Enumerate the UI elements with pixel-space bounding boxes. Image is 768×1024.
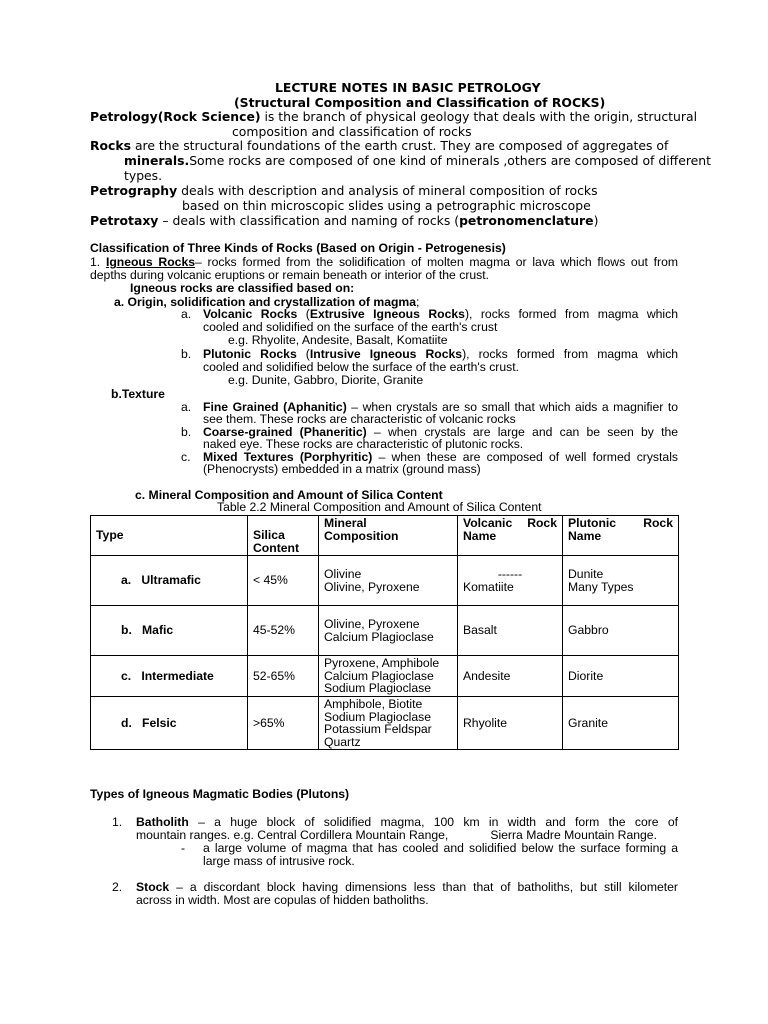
petrography-text: deals with description and analysis of mineral composition of rocks [177,183,598,198]
header-plutonic [563,516,679,556]
volcanic-word-6: from [564,307,590,321]
row-mineral-item: Olivine, Pyroxene [324,617,420,631]
igneous-term: Igneous Rocks [105,255,195,269]
header-silica-line-2: Content [253,540,300,555]
rocks-definition [90,138,668,153]
igneous-number: 1. [90,255,101,269]
stock-number: 2. [112,880,123,894]
row-plutonic [563,697,679,750]
volcanic-rocks-word: Rocks [260,307,298,321]
volcanic-word-4: rocks [480,307,510,321]
row-volcanic-item: Rhyolite [463,715,508,730]
row-plutonic [563,656,679,697]
row-plutonic-item: Granite [568,715,608,730]
volcanic-word-7: magma [597,307,639,321]
petrography-term: Petrography [90,183,178,198]
petrology-term: Petrology(Rock Science) [90,109,261,124]
header-volcanic-name: Name [463,528,497,543]
mineral-composition-heading: c. Mineral Composition and Amount of Silica Content [135,488,443,502]
row-volcanic [458,697,563,750]
petrotaxy-text: – deals with classification and naming of rocks ( [158,213,460,228]
row-mineral [319,697,458,750]
volcanic-letter: a. [181,307,192,321]
table-row [91,697,679,750]
rocks-text: are the structural foundations of the earth crust. They are composed of aggregates of [131,138,669,153]
fine-line-2: see them. These rocks are characteristic of volcanic rocks [203,412,516,426]
batholith-core-word: core [634,815,659,829]
row-plutonic-item: Many Types [568,579,634,594]
row-letter: c. [121,668,132,683]
classification-heading: Classification of Three Kinds of Rocks (Based on Origin - Petrogenesis) [90,241,506,255]
row-mineral [319,556,458,606]
coarse-letter: b. [181,425,192,439]
row-volcanic-item: Komatiite [463,579,514,594]
plutonic-examples: e.g. Dunite, Gabbro, Diorite, Granite [228,373,424,387]
coarse-term: Coarse-grained (Phaneritic) [203,425,367,439]
petrotaxy-close: ) [593,213,599,228]
row-volcanic-item: ------ [497,567,523,581]
row-volcanic-item: Basalt [463,623,497,638]
petrology-definition-cont: composition and classification of rocks [232,124,472,139]
rocks-term: Rocks [90,138,132,153]
batholith-number: 1. [112,815,123,829]
origin-heading-text: a. Origin, solidification and crystallization of magma [114,295,417,309]
mixed-text: – when these are composed of well formed crystals [378,450,678,464]
row-silica: 45-52% [248,606,319,656]
header-volcanic-rock: Rock [527,516,557,530]
row-type-name: Ultramafic [141,573,201,588]
petrography-definition-cont: based on thin microscopic slides using a petrographic microscope [182,198,591,213]
batholith-example-2: Sierra Madre Mountain Range. [490,828,657,842]
row-plutonic-item: Dunite [568,567,604,581]
plutonic-line-2: cooled and solidified below the surface of the earth's crust. [203,360,520,374]
minerals-term: minerals. [124,153,190,168]
petrology-text: is the branch of physical geology that deals with the origin, structural [260,109,698,124]
mixed-letter: c. [181,450,191,464]
table-header-row [91,516,679,556]
row-mineral-item: Quartz [324,734,361,749]
igneous-text: – rocks formed from the solidification of molten magma or lava which flows out from [195,255,678,269]
table-row [91,606,679,656]
page-title: LECTURE NOTES IN BASIC PETROLOGY [275,80,541,95]
coarse-line-2: naked eye. These rocks are characteristic of plutonic rocks. [203,437,524,451]
header-silica [248,516,319,556]
header-mineral-line-1: Mineral [324,516,367,530]
volcanic-paren-open: ( [305,307,310,321]
volcanic-examples: e.g. Rhyolite, Andesite, Basalt, Komatiite [228,333,448,347]
stock-kilometer-word: kilometer [628,880,678,894]
volcanic-line-2: cooled and solidified on the surface of the earth's crust [203,320,498,334]
row-plutonic-item: Gabbro [568,623,609,638]
igneous-classified-heading: Igneous rocks are classified based on: [130,281,355,295]
plutonic-word-4: rocks [478,347,508,361]
plutonic-paren-close: ), [462,347,470,361]
fine-text: – when crystals are so small that which aids a magnifier to [351,400,678,414]
row-volcanic [458,656,563,697]
table-caption: Table 2.2 Mineral Composition and Amount of Silica Content [217,500,542,514]
volcanic-word: Volcanic [203,307,253,321]
fine-letter: a. [181,400,192,414]
plutonic-word-8: which [646,347,679,361]
fine-term: Fine Grained (Aphanitic) [203,400,347,414]
batholith-term: Batholith [136,815,189,829]
intrusive-igneous-rocks: Intrusive Igneous Rocks [309,347,463,361]
row-mineral-item: Olivine [324,567,362,581]
row-mineral [319,606,458,656]
rocks-text-2: Some rocks are composed of one kind of minerals ,others are composed of different [189,153,711,168]
batholith-of-word: of [667,815,679,829]
batholith-sub-line-1: a large volume of magma that has cooled and solidified below the surface forming a [203,841,678,855]
row-mineral [319,656,458,697]
row-type-name: Felsic [142,715,177,730]
petronomenclature-term: petronomenclature [459,213,594,228]
row-type [91,697,248,750]
table-row [91,656,679,697]
row-volcanic [458,606,563,656]
extrusive-igneous-rocks: Extrusive Igneous Rocks [309,307,465,321]
plutonic-word-6: from [563,347,589,361]
header-mineral [319,516,458,556]
rock-classification-table [90,515,679,750]
row-type [91,556,248,606]
plutonic-rocks-word: Rocks [260,347,297,361]
row-mineral-item: Sodium Plagioclase [324,709,432,724]
origin-semicolon: ; [416,295,420,309]
row-silica: 52-65% [248,656,319,697]
table-row [91,556,679,606]
igneous-line-2: depths during volcanic eruptions or remain beneath or interior of the crust. [90,268,490,282]
volcanic-word-5: formed [518,307,557,321]
row-type [91,606,248,656]
header-silica-line-1: Silica [253,528,285,542]
row-letter: d. [121,715,132,730]
row-mineral-item: Potassium Feldspar [324,722,432,736]
stock-text: – a discordant block having dimensions less than that of batholiths, but [176,880,597,894]
batholith-example-1: mountain ranges. e.g. Central Cordillera Mountain Range, [136,828,449,842]
row-volcanic-item: Andesite [463,668,511,683]
row-type-name: Intermediate [141,668,214,683]
rocks-definition-cont-2: types. [124,168,163,183]
row-plutonic-item: Diorite [568,668,604,683]
row-silica: >65% [248,697,319,750]
petrography-definition [90,183,598,198]
batholith-sub-line-2: large mass of intrusive rock. [203,854,355,868]
row-volcanic [458,556,563,606]
plutonic-word-7: magma [597,347,638,361]
row-plutonic [563,556,679,606]
petrology-definition [90,109,697,124]
stock-still-word: still [603,880,622,894]
texture-heading: b.Texture [111,387,165,401]
row-silica: < 45% [248,556,319,606]
row-type [91,656,248,697]
volcanic-paren-close: ), [464,307,473,321]
rocks-definition-cont [124,153,711,168]
row-type-name: Mafic [142,623,174,638]
coarse-text: – when crystals are large and can be seen by the [373,425,679,439]
row-mineral-item: Calcium Plagioclase [324,668,434,683]
row-mineral-item: Calcium Plagioclase [324,629,434,644]
row-mineral-item: Olivine, Pyroxene [324,579,420,594]
header-mineral-line-2: Composition [324,528,399,543]
header-volcanic [458,516,563,556]
row-mineral-item: Amphibole, Biotite [324,697,423,711]
mixed-line-2: (Phenocrysts) embedded in a matrix (ground mass) [203,462,481,476]
header-type: Type [91,516,248,556]
row-plutonic [563,606,679,656]
page-subtitle: (Structural Composition and Classification of ROCKS) [234,95,606,110]
row-mineral-item: Sodium Plagioclase [324,681,432,696]
stock-line-2: across in width. Most are copulas of hidden batholiths. [136,893,429,907]
mixed-term: Mixed Textures (Porphyritic) [203,450,373,464]
petrotaxy-definition [90,213,598,228]
petrotaxy-term: Petrotaxy [90,213,159,228]
header-volcanic-word: Volcanic [463,516,513,530]
row-letter: b. [121,623,132,638]
batholith-dash: - [181,841,186,855]
row-letter: a. [121,573,132,588]
plutonic-word-5: formed [516,347,555,361]
header-plutonic-name: Name [568,528,602,543]
plutonic-paren-open: ( [305,347,310,361]
row-mineral-item: Pyroxene, Amphibole [324,656,440,671]
stock-term: Stock [136,880,170,894]
volcanic-word-8: which [646,307,678,321]
plutonic-word: Plutonic [203,347,252,361]
header-plutonic-word: Plutonic [568,516,617,530]
plutonic-letter: b. [181,347,192,361]
plutons-heading: Types of Igneous Magmatic Bodies (Plutons) [90,787,350,801]
batholith-text: – a huge block of solidified magma, 100 km in width and form the [198,815,626,829]
header-plutonic-rock: Rock [643,516,673,530]
